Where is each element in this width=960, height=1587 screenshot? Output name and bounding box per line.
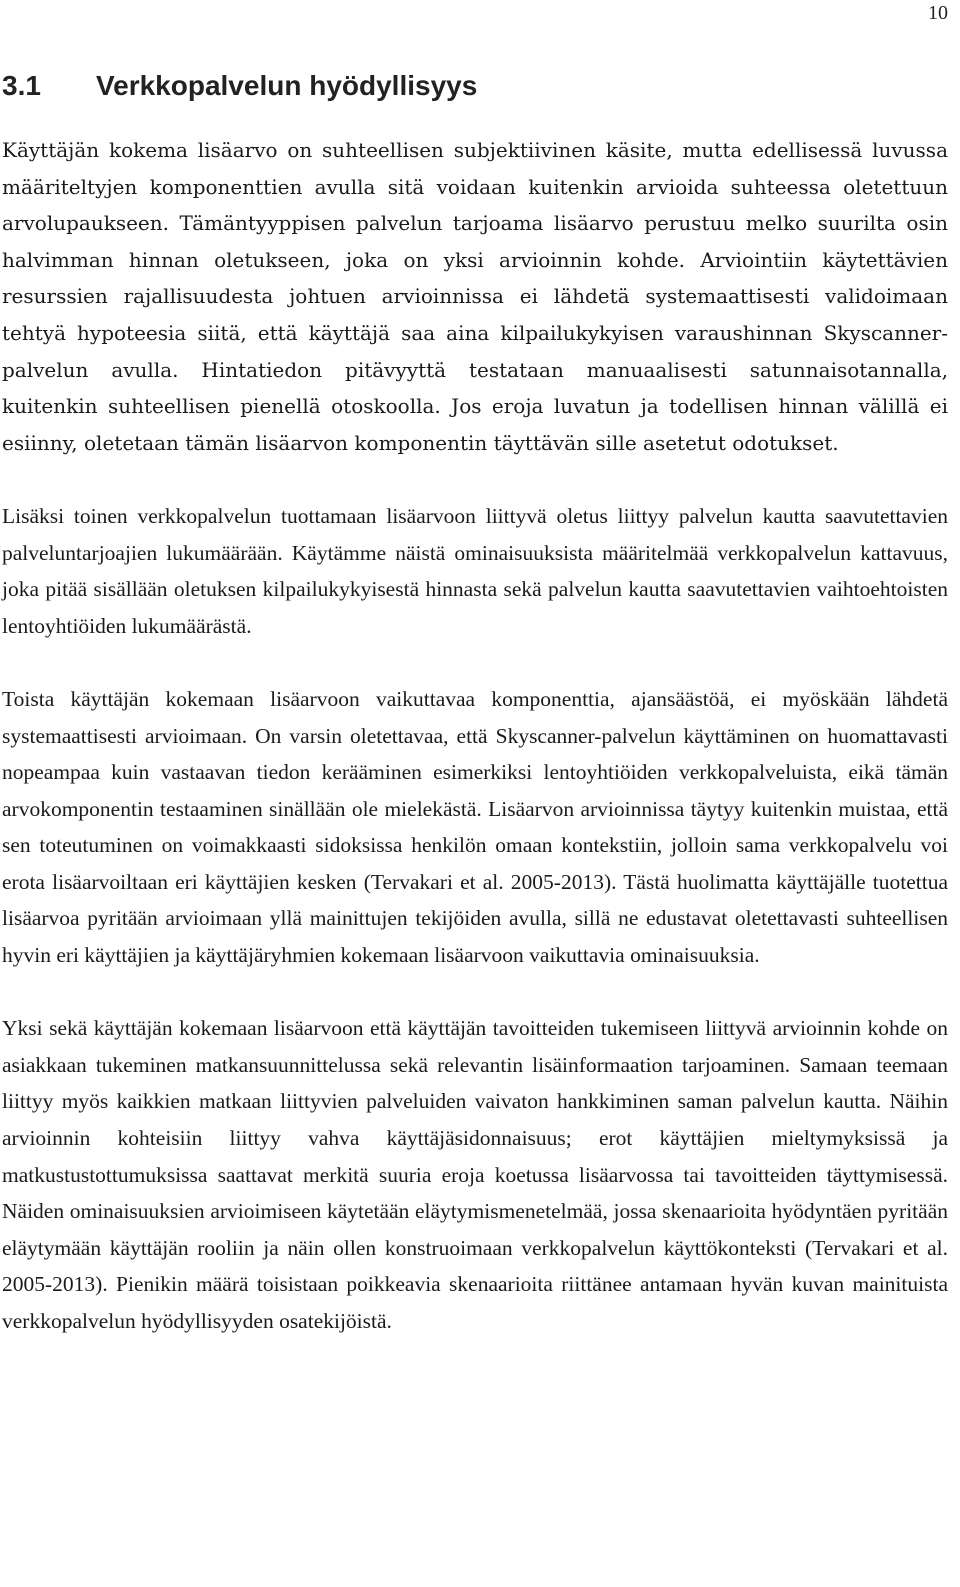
section-heading [2,70,477,102]
paragraph-3: Toista käyttäjän kokemaan lisäarvoon vaikuttavaa komponenttia, ajansäästöä, ei myöskään lähdetä systemaattisesti arvioimaan. On varsin oletettavaa, että Skyscanner-palvelun käyttäminen on huomattavasti nopeampaa kuin vastaavan tiedon kerääminen esimerkiksi lentoyhtiöiden verkkopalveluista, eikä tämän arvokomponentin testaaminen sinällään ole mielekästä. Lisäarvon arvioinnissa täytyy kuitenkin muistaa, että sen toteutuminen on voimakkaasti sidoksissa henkilön omaan kontekstiin, jolloin sama verkkopalvelu voi erota lisäarvoiltaan eri käyttäjien kesken (Tervakari et al. 2005-2013). Tästä huolimatta käyttäjälle tuotettua lisäarvoa pyritään arvioimaan yllä mainittujen tekijöiden avulla, sillä ne edustavat oletettavasti suhteellisen hyvin eri käyttäjien ja käyttäjäryhmien kokemaan lisäarvoon vaikuttavia ominaisuuksia. [2,686,948,968]
paragraph-1: Käyttäjän kokema lisäarvo on suhteellisen subjektiivinen käsite, mutta edellisessä luvussa määriteltyjen komponenttien avulla sitä voidaan kuitenkin arvioida suhteessa oletettuun arvolupaukseen. Tämäntyyppisen palvelun tarjoama lisäarvo perustuu melko suurilta osin halvimman hinnan oletukseen, joka on yksi arvioinnin kohde. Arviointiin käytettävien resurssien rajallisuudesta johtuen arvioinnissa ei lähdetä systemaattisesti validoimaan tehtyä hypoteesia siitä, että käyttäjä saa aina kilpailukykyisen varaushinnan Skyscanner-palvelun avulla. Hintatiedon pitävyyttä testataan manuaalisesti satunnaisotannalla, kuitenkin suhteellisen pienellä otoskoolla. Jos eroja luvatun ja todellisen hinnan välillä ei esiinny, oletetaan tämän lisäarvon komponentin täyttävän sille asetetut odotukset. [2,138,948,455]
body-text [2,132,948,1376]
section-title: Verkkopalvelun hyödyllisyys [96,70,478,101]
paragraph-2: Lisäksi toinen verkkopalvelun tuottamaan lisäarvoon liittyvä oletus liittyy palvelun kautta saavutettavien palveluntarjoajien lukumäärään. Käytämme näistä ominaisuuksista määritelmää verkkopalvelun kattavuus, joka pitää sisällään oletuksen kilpailukykyisestä hinnasta sekä palvelun kautta saavutettavien vaihtoehtoisten lentoyhtiöiden lukumäärästä. [2,503,948,638]
paragraph-4: Yksi sekä käyttäjän kokemaan lisäarvoon että käyttäjän tavoitteiden tukemiseen liittyvä arvioinnin kohde on asiakkaan tukeminen matkansuunnittelussa sekä relevantin lisäinformaation tarjoaminen. Samaan teemaan liittyy myös kaikkien matkaan liittyvien palveluiden vaivaton hankkiminen saman palvelun kautta. Näihin arvioinnin kohteisiin liittyy vahva käyttäjäsidonnaisuus; erot käyttäjien mieltymyksissä ja matkustustottumuksissa saattavat merkitä suuria eroja koetussa lisäarvossa tai tavoitteiden täyttymisessä. Näiden ominaisuuksien arvioimiseen käytetään eläytymismenetelmää, jossa skenaarioita hyödyntäen pyritään eläytymään käyttäjän rooliin ja näin ollen konstruoimaan verkkopalvelun käyttökonteksti (Tervakari et al. 2005-2013). Pienikin määrä toisistaan poikkeavia skenaarioita riittänee antamaan hyvän kuvan mainituista verkkopalvelun hyödyllisyyden osatekijöistä. [2,1016,948,1333]
page-number: 10 [928,2,948,24]
section-number: 3.1 [2,70,41,101]
